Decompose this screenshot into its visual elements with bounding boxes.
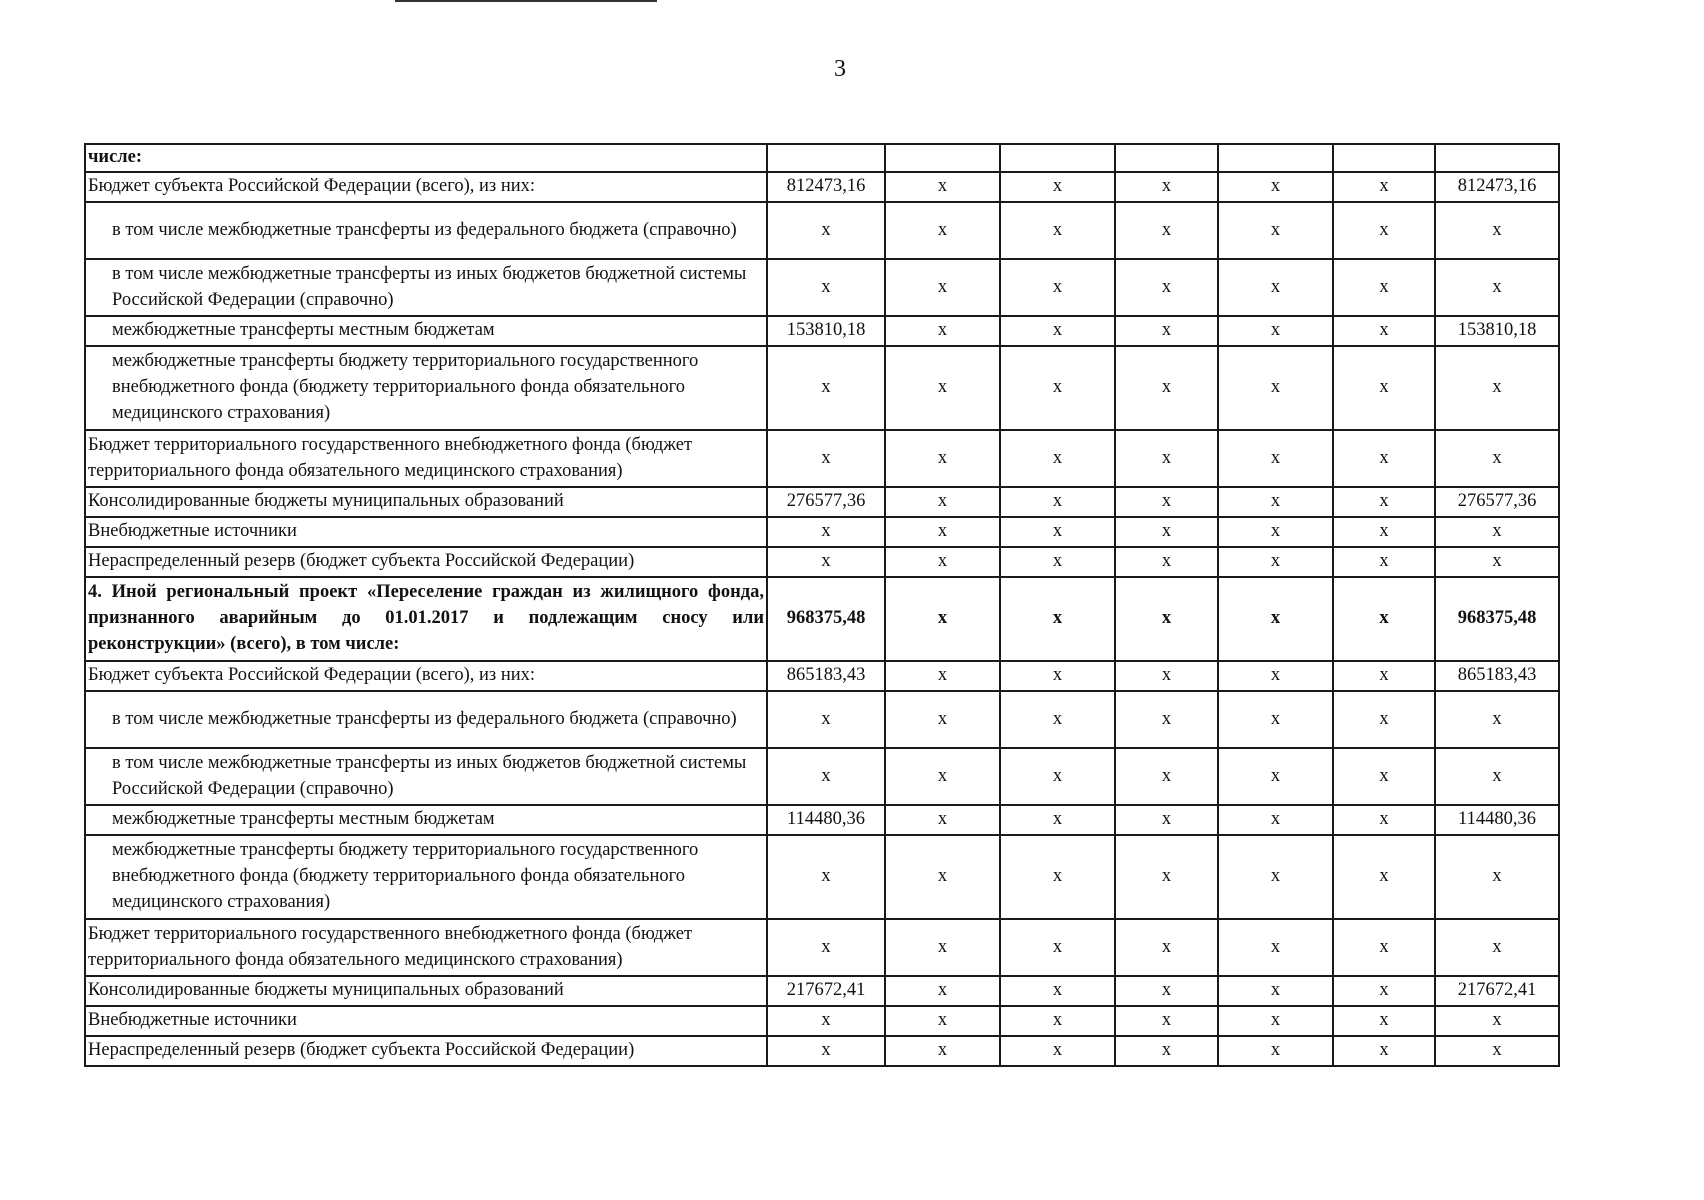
row-label: межбюджетные трансферты местным бюджетам — [85, 805, 767, 835]
value-cell: x — [1000, 691, 1115, 748]
table-row — [85, 691, 1559, 748]
value-cell: x — [1115, 172, 1218, 202]
value-cell: x — [1218, 487, 1333, 517]
value-cell: x — [767, 835, 885, 919]
value-cell: x — [1115, 1036, 1218, 1066]
value-cell: x — [1435, 259, 1559, 316]
value-cell: x — [1218, 1036, 1333, 1066]
page-number: 3 — [834, 56, 846, 82]
value-cell: x — [1115, 919, 1218, 976]
value-cell: x — [1435, 919, 1559, 976]
table-row — [85, 835, 1559, 919]
value-cell: x — [885, 547, 1000, 577]
value-cell: x — [885, 661, 1000, 691]
value-cell: 812473,16 — [1435, 172, 1559, 202]
row-label: Консолидированные бюджеты муниципальных образований — [85, 976, 767, 1006]
value-cell: x — [885, 805, 1000, 835]
table-row — [85, 172, 1559, 202]
table-row — [85, 202, 1559, 259]
value-cell: x — [1218, 835, 1333, 919]
table-row — [85, 346, 1559, 430]
value-cell: 153810,18 — [767, 316, 885, 346]
value-cell: x — [1000, 1036, 1115, 1066]
value-cell: x — [1115, 835, 1218, 919]
table-body — [85, 144, 1559, 1066]
value-cell — [1218, 144, 1333, 172]
value-cell: x — [885, 1006, 1000, 1036]
value-cell: x — [1435, 202, 1559, 259]
value-cell: x — [1000, 517, 1115, 547]
value-cell: 114480,36 — [1435, 805, 1559, 835]
value-cell: x — [1435, 1036, 1559, 1066]
value-cell: x — [1115, 691, 1218, 748]
value-cell: x — [767, 1036, 885, 1066]
value-cell: x — [885, 748, 1000, 805]
value-cell: x — [885, 430, 1000, 487]
row-label: Консолидированные бюджеты муниципальных образований — [85, 487, 767, 517]
value-cell: 865183,43 — [1435, 661, 1559, 691]
value-cell: x — [1000, 919, 1115, 976]
value-cell: 153810,18 — [1435, 316, 1559, 346]
value-cell: x — [1000, 430, 1115, 487]
value-cell: 217672,41 — [1435, 976, 1559, 1006]
value-cell: x — [767, 919, 885, 976]
value-cell: x — [885, 835, 1000, 919]
value-cell: x — [1333, 805, 1435, 835]
value-cell: x — [767, 748, 885, 805]
value-cell: x — [885, 346, 1000, 430]
value-cell: x — [1333, 748, 1435, 805]
value-cell: x — [1000, 547, 1115, 577]
row-label: Внебюджетные источники — [85, 1006, 767, 1036]
table-row — [85, 430, 1559, 487]
value-cell: x — [1218, 976, 1333, 1006]
value-cell: x — [1115, 577, 1218, 661]
table-row — [85, 517, 1559, 547]
value-cell: x — [1333, 517, 1435, 547]
value-cell: x — [1435, 346, 1559, 430]
value-cell: x — [1333, 172, 1435, 202]
value-cell: x — [1115, 316, 1218, 346]
value-cell: x — [1115, 748, 1218, 805]
value-cell: x — [1218, 346, 1333, 430]
table-row — [85, 547, 1559, 577]
row-label: межбюджетные трансферты местным бюджетам — [85, 316, 767, 346]
row-label: в том числе межбюджетные трансферты из федерального бюджета (справочно) — [85, 202, 767, 259]
value-cell: x — [1435, 430, 1559, 487]
value-cell: x — [1115, 976, 1218, 1006]
value-cell — [1000, 144, 1115, 172]
value-cell: x — [1115, 547, 1218, 577]
value-cell: x — [1000, 346, 1115, 430]
row-label: Бюджет территориального государственного внебюджетного фонда (бюджет территориального фонда обязательного медицинского страхования) — [85, 919, 767, 976]
row-label: в том числе межбюджетные трансферты из федерального бюджета (справочно) — [85, 691, 767, 748]
value-cell: x — [767, 259, 885, 316]
value-cell: 968375,48 — [767, 577, 885, 661]
value-cell — [767, 144, 885, 172]
value-cell: x — [767, 346, 885, 430]
value-cell: x — [1333, 577, 1435, 661]
table-row — [85, 976, 1559, 1006]
value-cell: x — [885, 691, 1000, 748]
value-cell: x — [885, 517, 1000, 547]
value-cell: x — [1115, 1006, 1218, 1036]
value-cell: x — [885, 316, 1000, 346]
value-cell: x — [1000, 577, 1115, 661]
value-cell: x — [1333, 661, 1435, 691]
value-cell: x — [767, 1006, 885, 1036]
value-cell: x — [885, 172, 1000, 202]
value-cell: x — [1435, 835, 1559, 919]
table-row — [85, 487, 1559, 517]
value-cell: x — [1218, 577, 1333, 661]
value-cell: x — [885, 487, 1000, 517]
value-cell: x — [1000, 487, 1115, 517]
value-cell: x — [1333, 259, 1435, 316]
value-cell: x — [885, 976, 1000, 1006]
row-label: в том числе межбюджетные трансферты из иных бюджетов бюджетной системы Российской Федерации (справочно) — [85, 259, 767, 316]
value-cell — [1333, 144, 1435, 172]
value-cell: x — [1218, 259, 1333, 316]
value-cell: x — [1218, 547, 1333, 577]
value-cell: x — [1000, 805, 1115, 835]
value-cell: x — [1218, 517, 1333, 547]
value-cell: x — [767, 202, 885, 259]
value-cell: 812473,16 — [767, 172, 885, 202]
value-cell: x — [1000, 259, 1115, 316]
value-cell: x — [1218, 316, 1333, 346]
table-row — [85, 805, 1559, 835]
budget-table — [84, 143, 1560, 1067]
row-label: Бюджет субъекта Российской Федерации (всего), из них: — [85, 661, 767, 691]
top-rule — [395, 0, 657, 2]
value-cell: x — [1115, 661, 1218, 691]
value-cell: x — [1000, 316, 1115, 346]
row-label: Бюджет субъекта Российской Федерации (всего), из них: — [85, 172, 767, 202]
value-cell: x — [1000, 748, 1115, 805]
value-cell: x — [1115, 487, 1218, 517]
value-cell — [1115, 144, 1218, 172]
value-cell: x — [1333, 919, 1435, 976]
value-cell: x — [1333, 346, 1435, 430]
value-cell: x — [1333, 202, 1435, 259]
value-cell: 276577,36 — [1435, 487, 1559, 517]
value-cell: 217672,41 — [767, 976, 885, 1006]
value-cell: x — [1000, 172, 1115, 202]
value-cell: x — [885, 1036, 1000, 1066]
value-cell: x — [1333, 835, 1435, 919]
table-row — [85, 1036, 1559, 1066]
value-cell: 865183,43 — [767, 661, 885, 691]
value-cell: x — [767, 691, 885, 748]
value-cell: x — [1435, 691, 1559, 748]
value-cell: x — [1115, 346, 1218, 430]
table-row — [85, 661, 1559, 691]
value-cell: x — [1115, 430, 1218, 487]
table-row — [85, 144, 1559, 172]
table-row — [85, 748, 1559, 805]
value-cell: x — [1435, 517, 1559, 547]
value-cell: x — [1218, 172, 1333, 202]
value-cell: x — [1218, 805, 1333, 835]
value-cell: x — [1115, 202, 1218, 259]
row-label: Нераспределенный резерв (бюджет субъекта Российской Федерации) — [85, 547, 767, 577]
value-cell: x — [885, 577, 1000, 661]
value-cell: x — [1333, 316, 1435, 346]
row-label: межбюджетные трансферты бюджету территориального государственного внебюджетного фонда (бюджету территориального фонда обязательного медицинского страхования) — [85, 835, 767, 919]
table-row — [85, 1006, 1559, 1036]
value-cell: x — [1000, 661, 1115, 691]
value-cell: x — [1435, 748, 1559, 805]
value-cell: x — [1435, 547, 1559, 577]
value-cell: x — [1115, 259, 1218, 316]
value-cell: x — [1000, 202, 1115, 259]
table-row — [85, 577, 1559, 661]
value-cell — [885, 144, 1000, 172]
value-cell: x — [767, 430, 885, 487]
value-cell: x — [767, 517, 885, 547]
value-cell: x — [1435, 1006, 1559, 1036]
value-cell: x — [1333, 976, 1435, 1006]
row-label: Внебюджетные источники — [85, 517, 767, 547]
row-label: 4. Иной региональный проект «Переселение граждан из жилищного фонда, признанного аварийным до 01.01.2017 и подлежащим сносу или реконструкции» (всего), в том числе: — [85, 577, 767, 661]
value-cell: x — [1218, 1006, 1333, 1036]
value-cell: x — [1218, 919, 1333, 976]
value-cell: x — [1333, 691, 1435, 748]
row-label: числе: — [85, 144, 767, 172]
table-row — [85, 316, 1559, 346]
value-cell: x — [1333, 1036, 1435, 1066]
value-cell: x — [885, 919, 1000, 976]
value-cell: x — [1218, 661, 1333, 691]
value-cell: x — [1218, 202, 1333, 259]
value-cell: x — [1115, 805, 1218, 835]
value-cell: x — [1333, 547, 1435, 577]
value-cell: x — [1218, 430, 1333, 487]
value-cell: 114480,36 — [767, 805, 885, 835]
row-label: Бюджет территориального государственного внебюджетного фонда (бюджет территориального фонда обязательного медицинского страхования) — [85, 430, 767, 487]
value-cell — [1435, 144, 1559, 172]
value-cell: x — [767, 547, 885, 577]
value-cell: x — [885, 259, 1000, 316]
value-cell: x — [1333, 430, 1435, 487]
table-row — [85, 919, 1559, 976]
row-label: Нераспределенный резерв (бюджет субъекта Российской Федерации) — [85, 1036, 767, 1066]
value-cell: x — [1000, 1006, 1115, 1036]
value-cell: x — [1000, 976, 1115, 1006]
value-cell: x — [1218, 748, 1333, 805]
row-label: в том числе межбюджетные трансферты из иных бюджетов бюджетной системы Российской Федерации (справочно) — [85, 748, 767, 805]
value-cell: x — [1333, 1006, 1435, 1036]
value-cell: x — [885, 202, 1000, 259]
value-cell: 276577,36 — [767, 487, 885, 517]
value-cell: 968375,48 — [1435, 577, 1559, 661]
value-cell: x — [1218, 691, 1333, 748]
value-cell: x — [1000, 835, 1115, 919]
value-cell: x — [1333, 487, 1435, 517]
value-cell: x — [1115, 517, 1218, 547]
table-row — [85, 259, 1559, 316]
row-label: межбюджетные трансферты бюджету территориального государственного внебюджетного фонда (бюджету территориального фонда обязательного медицинского страхования) — [85, 346, 767, 430]
